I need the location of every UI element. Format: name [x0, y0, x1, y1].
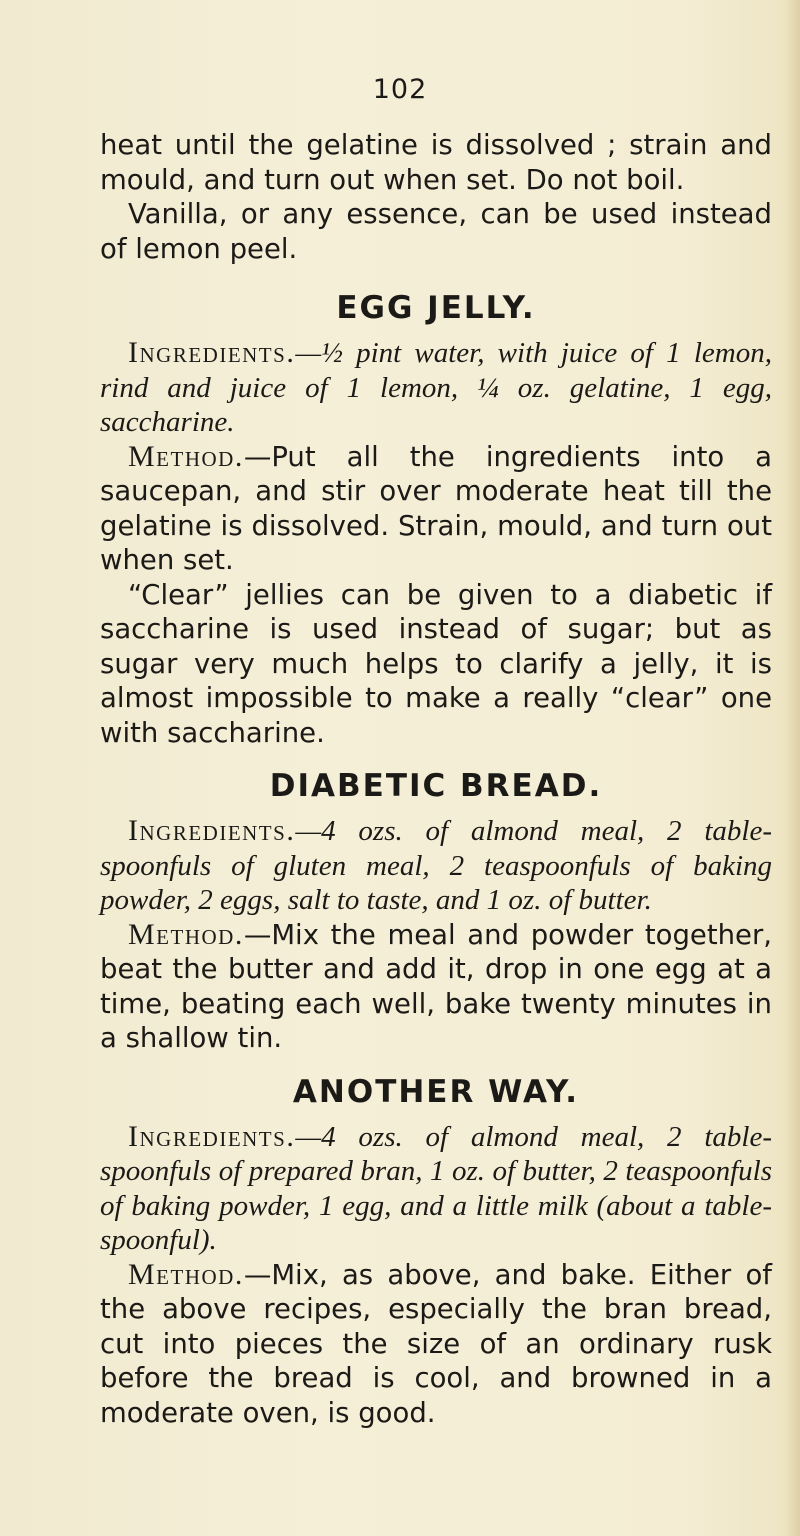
page-edge-shadow — [786, 0, 800, 1536]
page-content — [100, 128, 772, 1430]
another-way-heading: ANOTHER WAY. — [292, 1073, 580, 1110]
method-text: —Mix, as above, and bake. Either of the above recipes, especially the bran bread, cut into pieces the size of an ordinary rusk before the bread is cool, and browned in a moderate oven, is good. — [100, 1258, 772, 1429]
method-label: Method. — [128, 917, 244, 951]
diabetic-bread-method — [100, 918, 772, 1056]
method-label: Method. — [128, 439, 244, 473]
egg-jelly-ingredients — [100, 336, 772, 440]
ingredients-text: —½ pint water, with juice of 1 lemon, rind and juice of 1 lemon, ¼ oz. gelatine, 1 egg, saccharine. — [100, 337, 772, 438]
ingredients-text: —4 ozs. of almond meal, 2 table-spoonfuls of prepared bran, 1 oz. of butter, 2 teaspoonfuls of baking powder, 1 egg, and a little milk (about a table-spoonful). — [100, 1120, 772, 1256]
another-way-method — [100, 1258, 772, 1431]
diabetic-bread-heading: DIABETIC BREAD. — [269, 768, 603, 804]
ingredients-label: Ingredients. — [128, 336, 296, 369]
egg-jelly-method — [100, 440, 772, 578]
ingredients-text: —4 ozs. of almond meal, 2 table-spoonfuls of gluten meal, 2 teaspoonfuls of baking powder, 2 eggs, salt to taste, and 1 oz. of butter. — [100, 815, 772, 916]
diabetic-bread-ingredients — [100, 814, 772, 918]
egg-jelly-note: “Clear” jellies can be given to a diabetic if saccharine is used instead of sugar; but as sugar very much helps to clarify a jelly, it is almost impossible to make a really “clear” one with saccharine. — [100, 578, 772, 749]
another-way-ingredients — [100, 1120, 772, 1258]
continuation-note: Vanilla, or any essence, can be used instead of lemon peel. — [100, 198, 772, 265]
method-text: —Put all the ingredients into a saucepan, and stir over moderate heat till the gelatine is dissolved. Strain, mould, and turn out when set. — [100, 440, 772, 576]
ingredients-label: Ingredients. — [128, 814, 296, 847]
ingredients-label: Ingredients. — [128, 1119, 296, 1153]
egg-jelly-heading: EGG JELLY. — [336, 290, 536, 326]
page-number: 102 — [372, 74, 428, 105]
method-label: Method. — [128, 1257, 244, 1291]
continuation-paragraph: heat until the gelatine is dissolved ; strain and mould, and turn out when set. Do not boil. — [100, 129, 772, 196]
method-text: —Mix the meal and powder together, beat the butter and add it, drop in one egg at a time, beating each well, bake twenty minutes in a shallow tin. — [100, 918, 772, 1054]
